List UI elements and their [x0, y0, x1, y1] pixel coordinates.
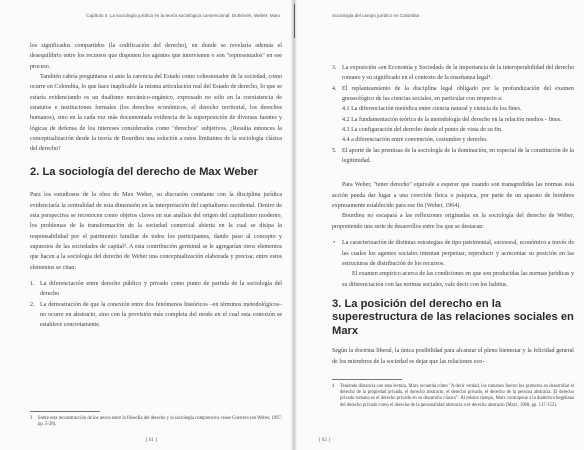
- left-footnote: 3 Sobre esta reconstrucción de los nexos entre la filosofía del derecho y la sociología comprensiva véase Guerrero (en Weber, 1997, pp. 5-28).: [30, 416, 282, 428]
- left-footnote-rule: [30, 411, 100, 412]
- right-bullet-list: [332, 238, 574, 269]
- right-paragraph-2: Bourdieu no escapará a las reflexiones originadas en la sociología del derecho de Weber, proponiendo una serie de desarrollos entre los que se destacan:: [332, 213, 574, 230]
- right-footnote: 4 Teniendo distancia con esta lectura, Marx recuerda cómo "A decir verdad, los romanos fueron los primeros en desarrollar el derecho de la propiedad privada, el derecho abstracto, el derecho privado, el derecho de la persona abstracta. El derecho privado romano es el derecho privado en su desarrollo clásico". Al mismo tiempo, Marx contrapone a la dialéctica hegeliana del derecho privado como el derecho de la personalidad abstracta o el derecho abstracto (Marx, 1968, pp. 137-152).: [332, 384, 574, 408]
- right-paragraph-3: El examen empírico acerca de las condiciones en que son producidas las normas jurídicas y su diferenciación con las normas sociales, vale decir con los habitus.: [342, 271, 574, 288]
- list-item: 4. El replanteamiento de la disciplina legal obligado por la profundización del examen gnoseológico de las ciencias sociales, en particular con respecto a:: [332, 85, 574, 103]
- left-paragraph-1: los significados compartidos (la codificación del derecho), en donde se revelaría además el desequilibrio entre los recursos que disponen los agentes que intervienen o son "representados" en ese proceso.: [30, 43, 282, 70]
- list-item: 3. La exposición «en Economía y Sociedad» de la importancia de la interoperabilidad del derecho romano y su significado en el contexto de la enseñanza legal⁴.: [332, 65, 574, 82]
- right-body: [332, 63, 574, 367]
- left-paragraph-2: También cabría preguntarse si ante la carencia del Estado como cohesionador de la sociedad, como ocurre en Colombia, lo que hace inaplicable la misma articulación real del Estado de derecho, lo que se estaría evidenciando es un dualismo mecánico-orgánico, expresado no sólo en la coexistencia de estatutos e instituciones formales (los derechos económicos, el derecho territorial, los derechos humanos), sino en la cada vez más documentada evidencia de la superposición de diversas fuentes y lógicas de defensa de los intereses considerados como "derechos" subjetivos. ¿Resulta entonces la conceptualización desde la teoría de Bourdieu una solución a estos limitantes de la sociología clásica del derecho?: [30, 74, 282, 153]
- right-sublist: [332, 104, 574, 145]
- list-item: 4.3 La configuración del derecho desde el punto de vista de su fin.: [342, 127, 503, 134]
- list-item: 2. La demostración de que la conexión entre dos fenómenos históricos –en términos metodológicos– no ocurre en abstracto, sino con la provisión más completa del modo en el cual esta conexión se establece concretamente.: [30, 301, 282, 329]
- left-running-head: Capítulo II. La sociología jurídica en la teoría sociológica convencional: Durkheim, Weber, Marx: [86, 13, 280, 18]
- left-paragraph-3: Para los estudiosos de la obra de Max Weber, su discusión constante con la disciplina jurídica evidenciaría la centralidad de esta dimensión en la interpretación del capitalismo occidental. Dentro de esta perspectiva se reconocen como objetos claves en sus análisis del origen del capitalismo moderno, los problemas de la transformación de la sociedad comercial abierta en la cual se disipa la responsabilidad por el patrimonio familiar de todos los participantes, dando paso al concepto y supuestos de las sociedades de capital³. A esta contribución germinal se le agregarían otros elementos que hacen a la sociología del derecho de Weber una conceptualización elaborada y precisa; entre estos elementos se citan:: [30, 192, 282, 271]
- right-page: [297, 0, 584, 450]
- right-footnote-rule: [332, 379, 402, 380]
- list-item: 4.2 La fundamentación teórica de la metodología del derecho en la relación medios - fines.: [342, 116, 562, 123]
- gutter-mark: [294, 4, 295, 38]
- right-numbered-list-cont: [332, 146, 574, 167]
- right-paragraph-1: Para Weber, "tener derecho" equivale a esperar que cuando son transgredidas las normas esta acción pueda dar lugar a una coerción física o psíquica, por parte de un aparato de hombres expresamente establecido para ese fin (Weber, 1964).: [332, 182, 574, 210]
- right-page-number: [ 62 ]: [319, 438, 330, 443]
- left-section-heading: 2. La sociología del derecho de Max Weber: [30, 165, 258, 178]
- right-section-heading: 3. La posición del derecho en la superestructura de las relaciones sociales en Marx: [332, 297, 574, 337]
- list-item: 4.1 La diferenciación metódica entre ciencia natural y ciencia de los fines.: [342, 106, 522, 113]
- right-numbered-list: [332, 63, 574, 104]
- list-item: 1. La diferenciación entre derecho público y privado como punto de partida de la sociología del derecho: [30, 281, 282, 298]
- left-page-number: [ 61 ]: [146, 438, 157, 443]
- list-item: • La caracterización de distintas estrategias de tipo patrimonial, sucesoral, económico a través de las cuales los agentes sociales intentan perpetuar, reproducir y acrecentar su posición en las estructuras de distribución de los recursos.: [333, 240, 574, 267]
- list-item: 4.4 a diferenciación entre convención, costumbre y derecho.: [342, 137, 488, 144]
- list-item: 5. El aporte de las premisas de la sociología de la dominación, en especial de la constitución de la legitimidad.: [332, 147, 574, 165]
- left-page: [0, 0, 291, 450]
- left-body: [30, 41, 282, 331]
- left-numbered-list: [30, 279, 282, 331]
- right-running-head: Sociología del campo jurídico en Colombia: [332, 13, 420, 18]
- right-paragraph-4: Según la doctrina liberal, la única posibilidad para alcanzar el pleno bienestar y la felicidad general de los miembros de la sociedad es dejar que las relaciones eco-: [332, 348, 574, 365]
